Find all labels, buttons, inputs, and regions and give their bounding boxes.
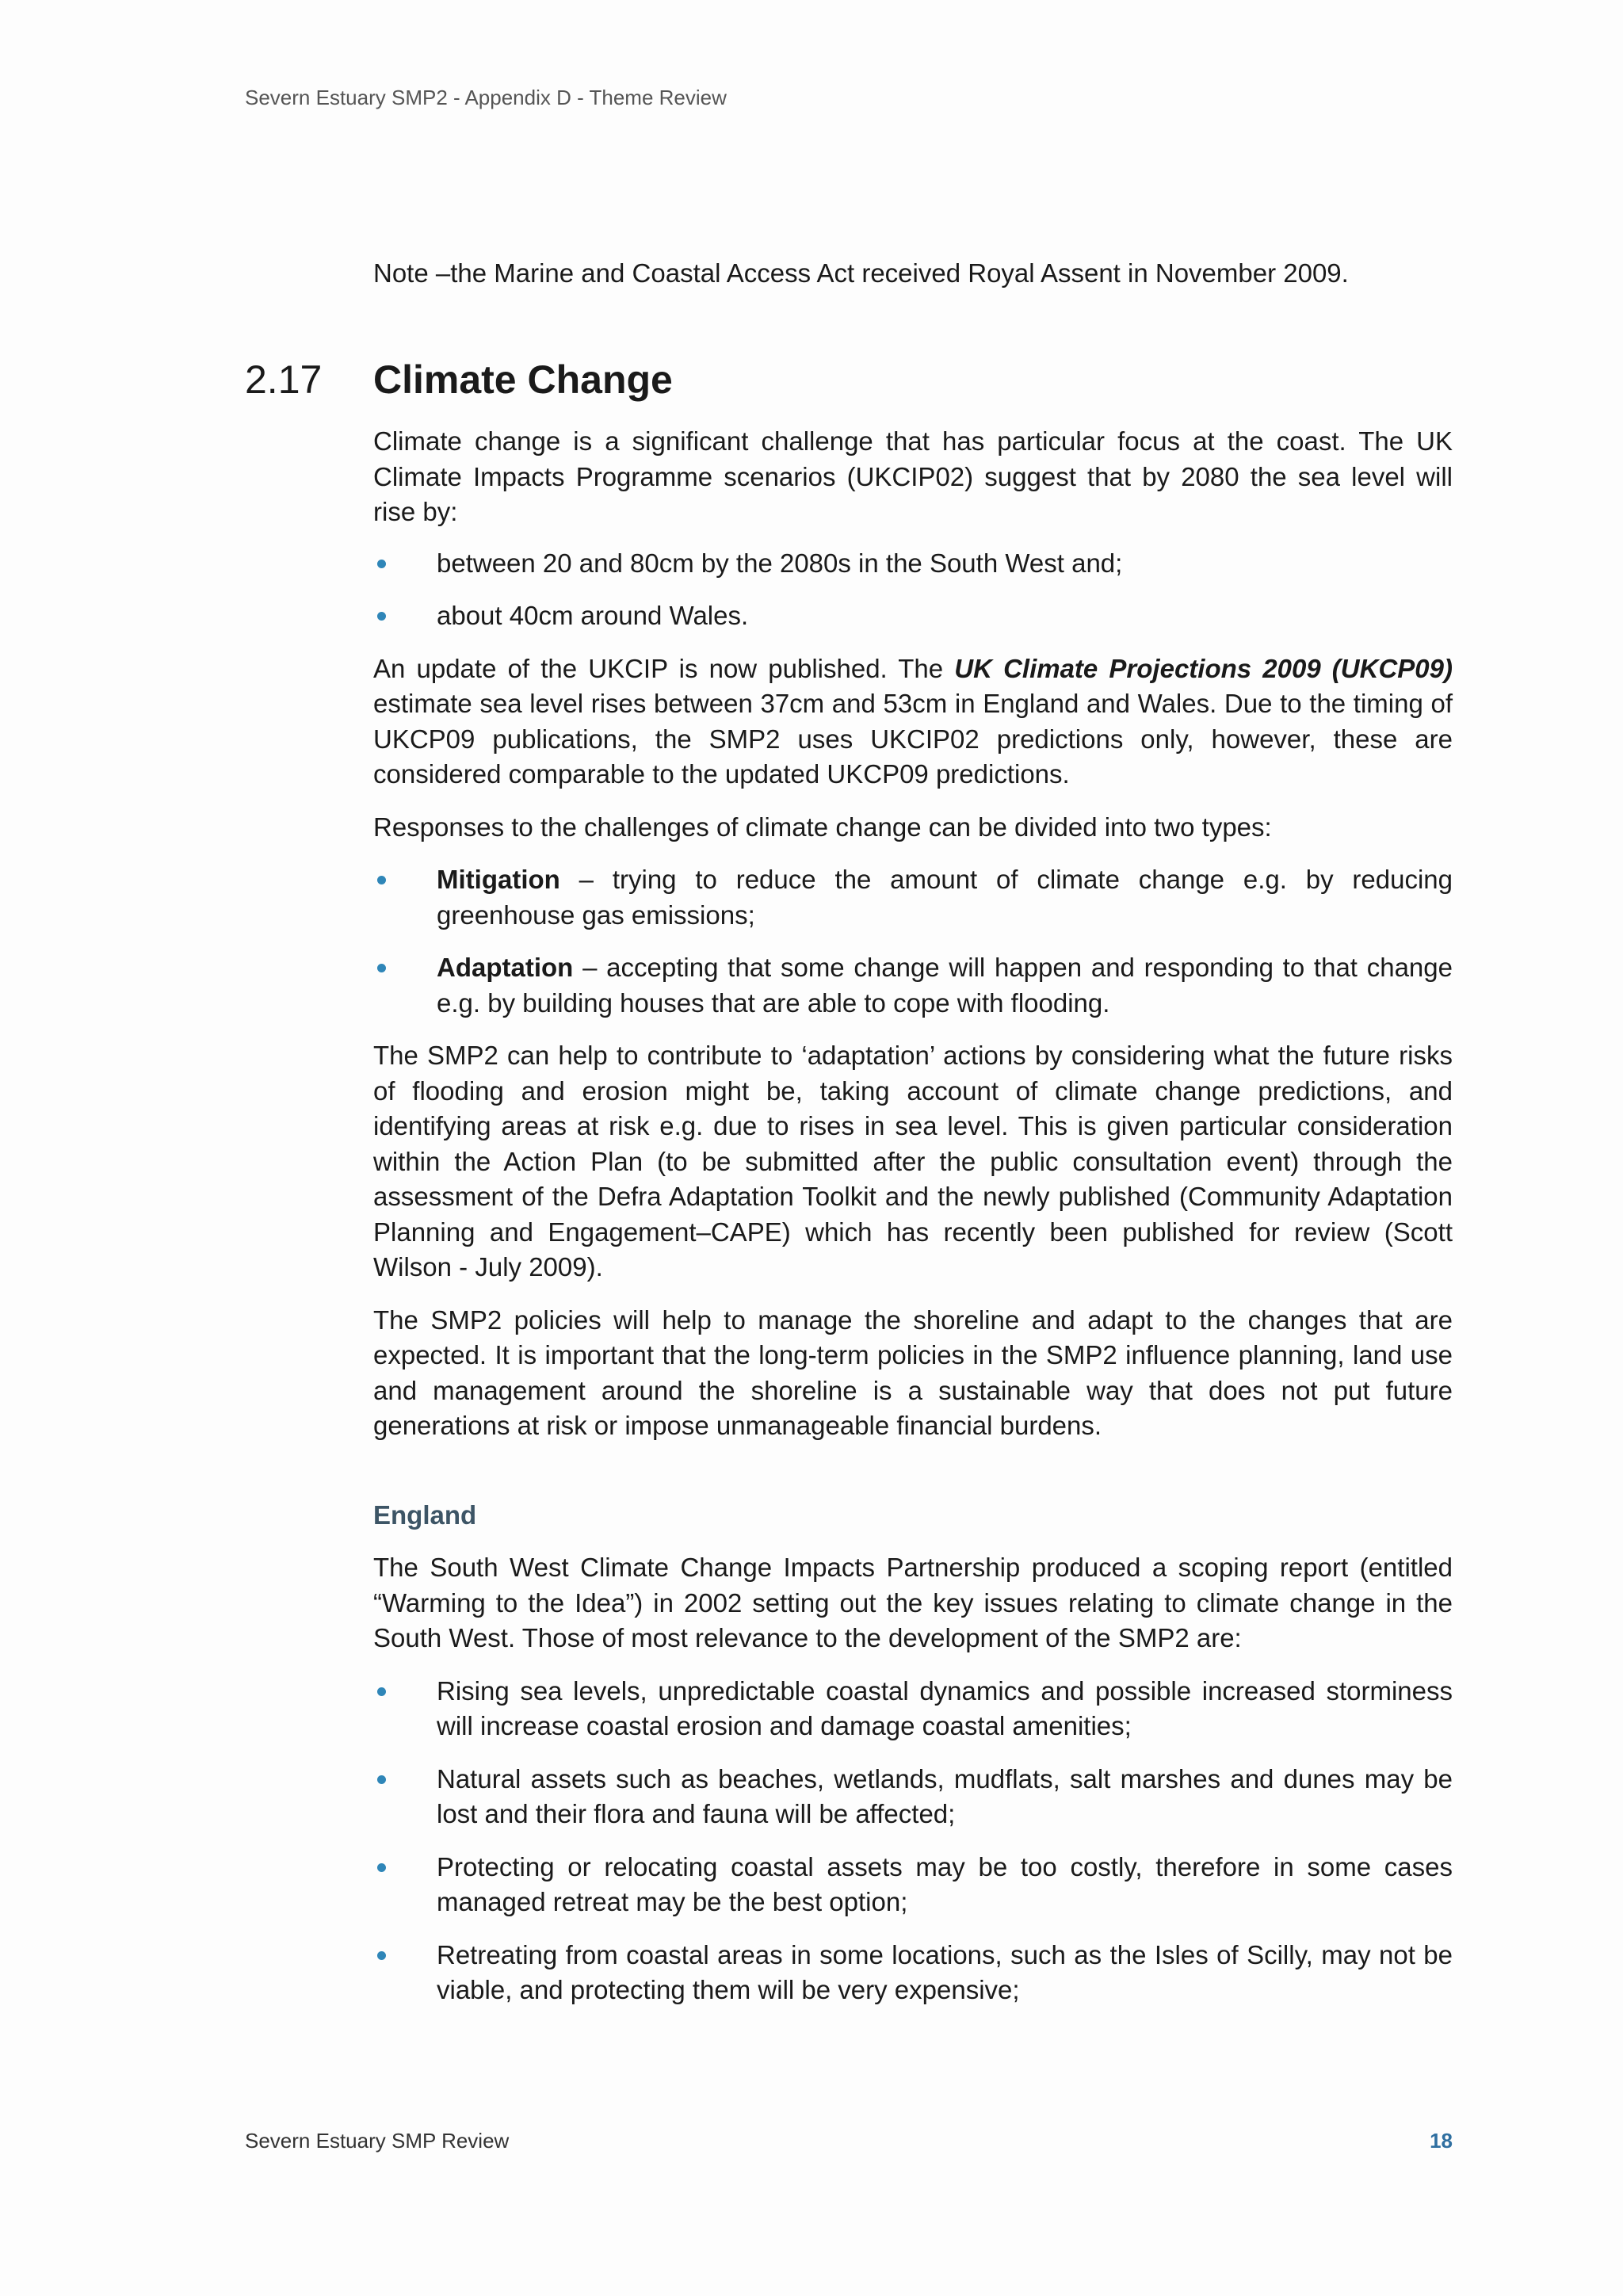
- note-text: Note –the Marine and Coastal Access Act received Royal Assent in November 2009.: [373, 258, 1349, 288]
- england-issues-list: [373, 1674, 1453, 2008]
- bullet-icon: [377, 1863, 386, 1872]
- list-item: [373, 1850, 1453, 1920]
- list-item-text: Rising sea levels, unpredictable coastal dynamics and possible increased storminess will increase coastal erosion and damage coastal amenities;: [437, 1675, 1453, 1740]
- list-item-text: Protecting or relocating coastal assets may be too costly, therefore in some cases managed retreat may be the best option;: [437, 1851, 1453, 1916]
- section-title: Climate Change: [373, 357, 673, 402]
- bullet-icon: [377, 1687, 386, 1696]
- bullet-icon: [377, 876, 386, 884]
- response-term: Mitigation: [437, 865, 560, 894]
- bullet-icon: [377, 1775, 386, 1784]
- ukcp-text-after: estimate sea level rises between 37cm and 53cm in England and Wales. Due to the timing of UKCP09 publications, the SMP2 uses UKCIP02 predictions only, however, these are considered comparable to the updated UKCP09 predictions.: [373, 689, 1453, 789]
- response-term: Adaptation: [437, 953, 574, 982]
- list-item-text: between 20 and 80cm by the 2080s in the South West and;: [437, 548, 1123, 578]
- list-item: [373, 546, 1453, 582]
- smp2-contribution-paragraph: The SMP2 can help to contribute to ‘adaptation’ actions by considering what the future risks of flooding and erosion might be, taking account of climate change predictions, and identifying areas at risk e.g. due to rises in sea level. This is given particular consideration within the Action Plan (to be submitted after the public consultation event) through the assessment of the Defra Adaptation Toolkit and the newly published (Community Adaptation Planning and Engagement–CAPE) which has recently been published for review (Scott Wilson - July 2009).: [373, 1041, 1453, 1282]
- section-body: [373, 424, 1453, 2026]
- response-description: – trying to reduce the amount of climate change e.g. by reducing greenhouse gas emissions;: [437, 865, 1453, 930]
- sea-level-bullet-list: [373, 546, 1453, 634]
- intro-paragraph: Climate change is a significant challenge that has particular focus at the coast. The UK Climate Impacts Programme scenarios (UKCIP02) suggest that by 2080 the sea level will rise by:: [373, 426, 1453, 526]
- section-number: 2.17: [245, 357, 323, 402]
- running-header: Severn Estuary SMP2 - Appendix D - Theme Review: [245, 86, 727, 109]
- running-footer: Severn Estuary SMP Review: [245, 2129, 510, 2153]
- bullet-icon: [377, 1951, 386, 1960]
- list-item-text: about 40cm around Wales.: [437, 601, 749, 630]
- list-item: [373, 862, 1453, 933]
- bullet-icon: [377, 560, 386, 568]
- list-item-text: Retreating from coastal areas in some locations, such as the Isles of Scilly, may not be viable, and protecting them will be very expensive;: [437, 1939, 1453, 2004]
- section-heading: [245, 355, 673, 404]
- bullet-icon: [377, 964, 386, 972]
- list-item: [373, 950, 1453, 1021]
- ukcp-paragraph: [373, 651, 1453, 793]
- ukcp-publication-title: UK Climate Projections 2009 (UKCP09): [954, 653, 1453, 683]
- list-item: [373, 1674, 1453, 1744]
- list-item: [373, 598, 1453, 634]
- response-types-list: [373, 862, 1453, 1021]
- list-item: [373, 1762, 1453, 1832]
- responses-paragraph: Responses to the challenges of climate change can be divided into two types:: [373, 812, 1272, 842]
- list-item: [373, 1938, 1453, 2008]
- england-paragraph: The South West Climate Change Impacts Partnership produced a scoping report (entitled “Warming to the Idea”) in 2002 setting out the key issues relating to climate change in the South West. Those of most relevance to the development of the SMP2 are:: [373, 1553, 1453, 1652]
- smp2-policies-paragraph: The SMP2 policies will help to manage the shoreline and adapt to the changes that are expected. It is important that the long-term policies in the SMP2 influence planning, land use and management around the shoreline is a sustainable way that does not put future generations at risk or impose unmanageable financial burdens.: [373, 1305, 1453, 1440]
- response-description: – accepting that some change will happen and responding to that change e.g. by building houses that are able to cope with flooding.: [437, 953, 1453, 1018]
- england-subheading: England: [373, 1499, 477, 1530]
- list-item-text: Natural assets such as beaches, wetlands, mudflats, salt marshes and dunes may be lost and their flora and fauna will be affected;: [437, 1763, 1453, 1828]
- page-number: 18: [1430, 2129, 1453, 2153]
- ukcp-text-before: An update of the UKCIP is now published. The: [373, 653, 955, 683]
- bullet-icon: [377, 612, 386, 621]
